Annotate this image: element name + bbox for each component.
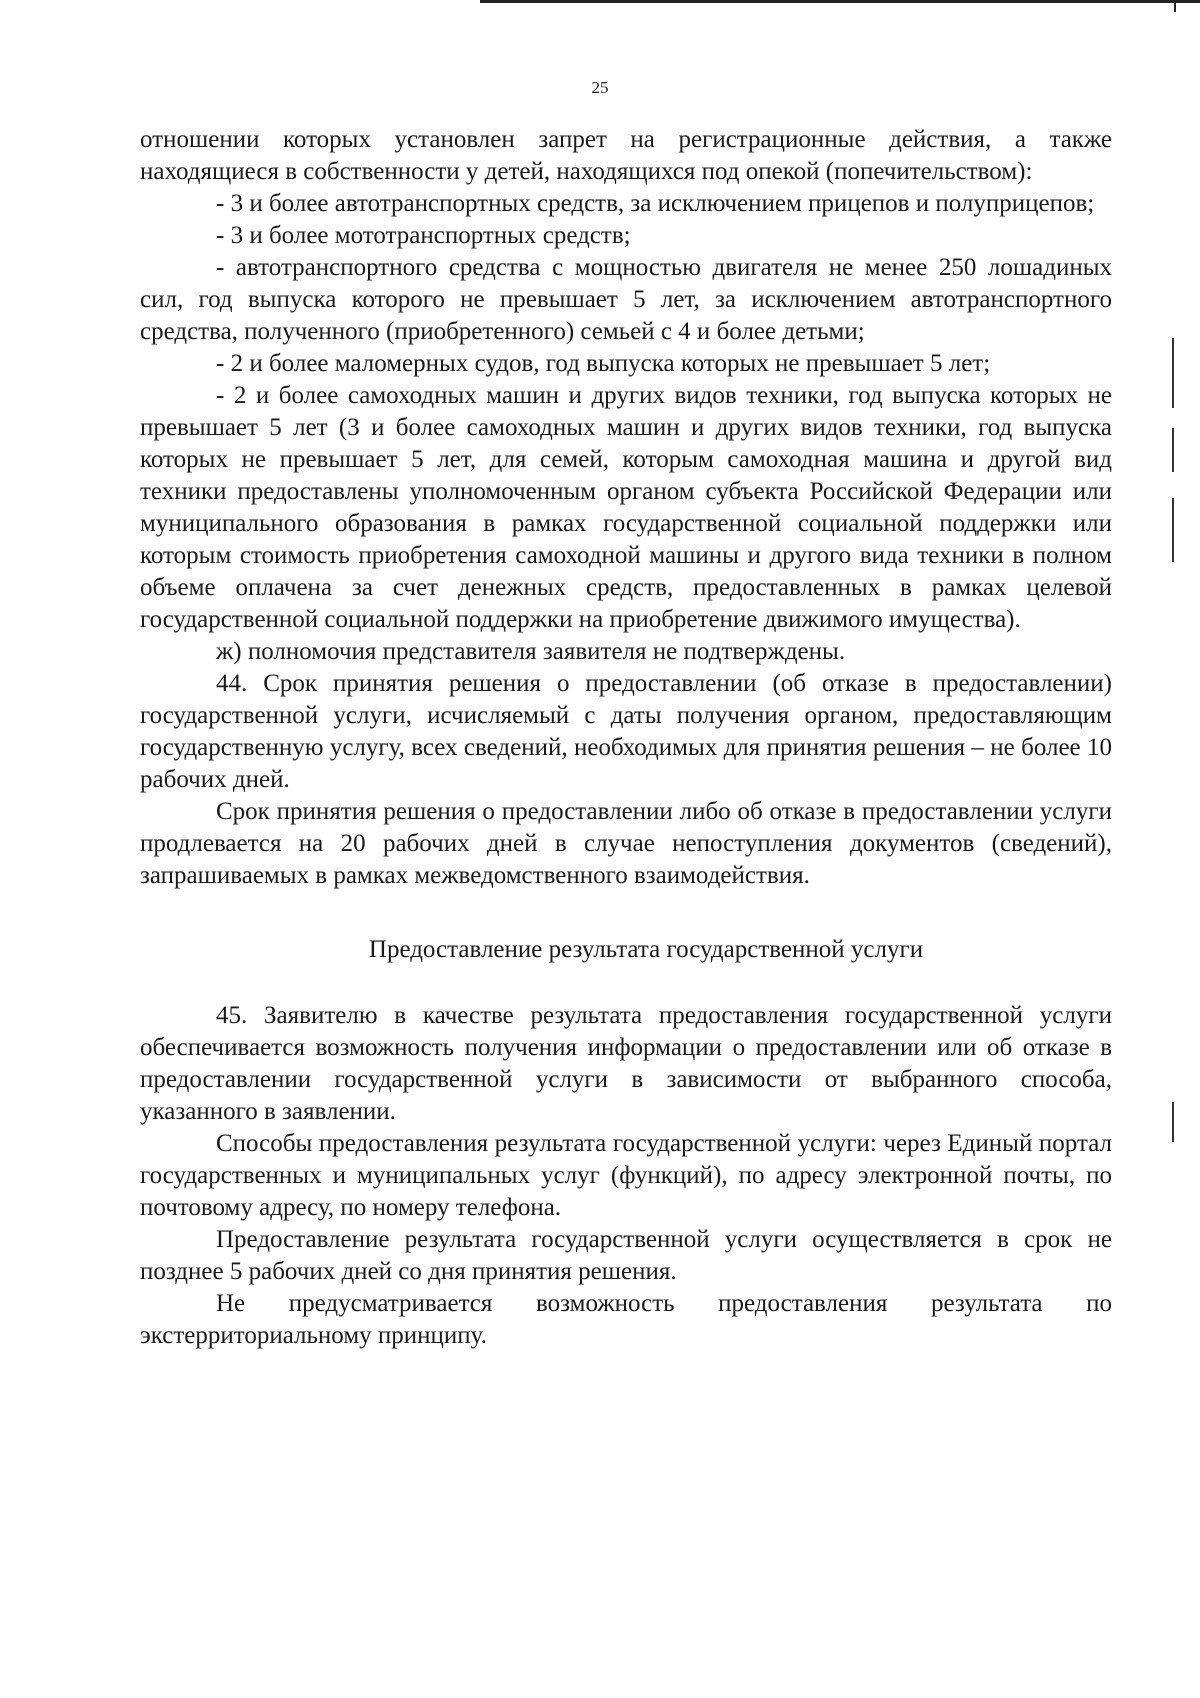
scan-margin-mark [1172,428,1174,472]
clause-45-deadline: Предоставление результата государственной услуги осуществляется в срок не позднее 5 рабочих дней со дня принятия решения. [140,1226,1112,1285]
list-item-vehicles: - 3 и более автотранспортных средств, за исключением прицепов и полуприцепов; [216,190,1095,217]
section-heading: Предоставление результата государственной услуги [368,936,924,963]
list-item-self-propelled-machines: - 2 и более самоходных машин и других видов техники, год выпуска которых не превышает 5 лет (3 и более самоходных машин и других видов техники, год выпуска которых не превышает 5 лет, для семей, которым самоходная машина и другой вид техники предоставлены уполномоченным органом субъекта Российской Федерации или муниципального образования в рамках государственной социальной поддержки или которым стоимость приобретения самоходной машины и другого вида техники в полном объеме оплачена за счет денежных средств, предоставленных в рамках целевой государственной социальной поддержки на приобретение движимого имущества). [140,382,1112,633]
scan-margin-mark [1172,338,1174,408]
scan-margin-mark [1172,498,1174,562]
list-item-motorcycles: - 3 и более мототранспортных средств; [216,222,631,249]
clause-45-methods: Способы предоставления результата государственной услуги: через Единый портал государственных и муниципальных услуг (функций), по адресу электронной почты, по почтовому адресу, по номеру телефона. [140,1130,1112,1221]
scan-edge-line [480,0,1200,3]
list-item-small-vessels: - 2 и более маломерных судов, год выпуска которых не превышает 5 лет; [216,350,991,377]
clause-45-extraterritorial: Не предусматривается возможность предоставления результата по экстерриториальному принципу. [140,1290,1112,1349]
clause-44: 44. Срок принятия решения о предоставлении (об отказе в предоставлении) государственной услуги, исчисляемый с даты получения органом, предоставляющим государственную услугу, всех сведений, необходимых для принятия решения – не более 10 рабочих дней. [140,670,1112,793]
clause-45: 45. Заявителю в качестве результата предоставления государственной услуги обеспечивается возможность получения информации о предоставлении или об отказе в предоставлении государственной услуги в зависимости от выбранного способа, указанного в заявлении. [140,1002,1112,1125]
paragraph-continuation: отношении которых установлен запрет на регистрационные действия, а также находящиеся в собственности у детей, находящихся под опекой (попечительством): [140,126,1112,185]
scan-edge-mark [1174,0,1176,12]
scan-margin-mark [1172,1102,1174,1142]
page-number: 25 [591,78,609,97]
list-item-engine-power: - автотранспортного средства с мощностью двигателя не менее 250 лошадиных сил, год выпуска которого не превышает 5 лет, за исключением автотранспортного средства, полученного (приобретенного) семьей с 4 и более детьми; [140,254,1112,345]
clause-44-extension: Срок принятия решения о предоставлении либо об отказе в предоставлении услуги продлевается на 20 рабочих дней в случае непоступления документов (сведений), запрашиваемых в рамках межведомственного взаимодействия. [140,798,1112,889]
document-body [140,124,1112,1352]
subitem-zh: ж) полномочия представителя заявителя не подтверждены. [216,638,846,665]
